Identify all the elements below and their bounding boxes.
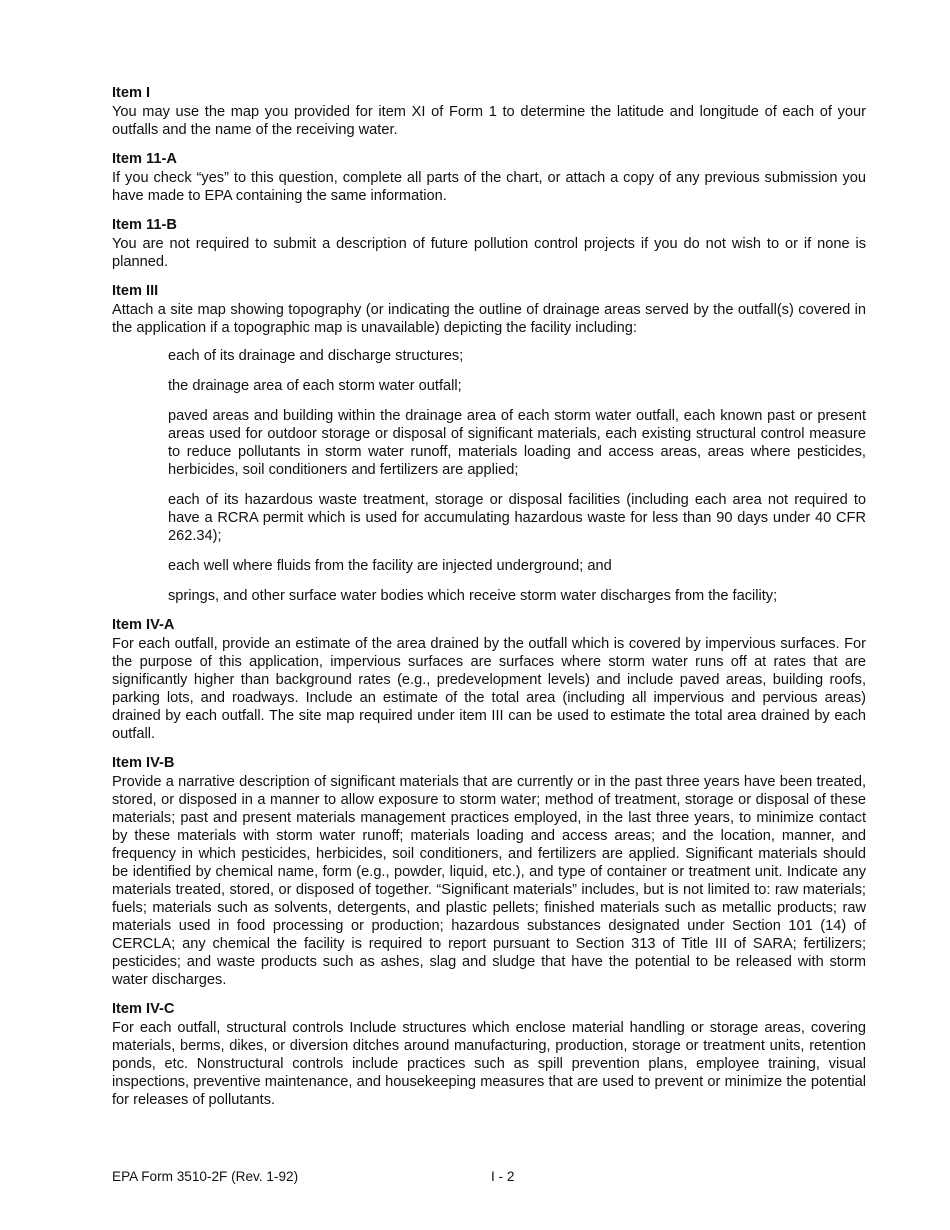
list-item: each of its drainage and discharge structures; (168, 348, 464, 364)
section-item-11-a (112, 150, 866, 205)
section-paragraph: If you check “yes” to this question, complete all parts of the chart, or attach a copy of any previous submission you have made to EPA containing the same information. (112, 170, 866, 204)
section-paragraph: For each outfall, structural controls Include structures which enclose material handling or storage areas, covering materials, berms, dikes, or diversion ditches around manufacturing, production, storage or treatment units, retention ponds, etc. Nonstructural controls include practices such as spill prevention plans, employee training, visual inspections, preventive maintenance, and housekeeping measures that are used to prevent or minimize the potential for releases of pollutants. (112, 1020, 866, 1108)
site-map-requirements-list (168, 347, 866, 605)
page-number: I - 2 (491, 1169, 515, 1184)
section-paragraph: Attach a site map showing topography (or indicating the outline of drainage areas served by the outfall(s) covered in the application if a topographic map is unavailable) depicting the facility including: (112, 302, 866, 336)
section-heading: Item III (112, 283, 159, 299)
form-number: EPA Form 3510-2F (Rev. 1-92) (112, 1169, 299, 1184)
section-heading: Item 11-A (112, 151, 177, 167)
instructions-body (112, 84, 866, 1120)
section-paragraph: Provide a narrative description of significant materials that are currently or in the past three years have been treated, stored, or disposed in a manner to allow exposure to storm water; method of treatment, storage or disposal of these materials; past and present materials management practices employed, in the last three years, to minimize contact by these materials with storm water runoff; materials loading and access areas; and the location, manner, and frequency in which pesticides, herbicides, soil conditioners, and fertilizers are applied. Significant materials should be identified by chemical name, form (e.g., powder, liquid, etc.), and type of container or treatment unit. Indicate any materials treated, stored, or disposed of together. “Significant materials” includes, but is not limited to: raw materials; fuels; materials such as solvents, detergents, and plastic pellets; finished materials such as metallic products; raw materials used in food processing or production; hazardous substances designated under Section 101 (14) of CERCLA; any chemical the facility is required to report pursuant to Section 313 of Title III of SARA; fertilizers; pesticides; and waste products such as ashes, slag and sludge that have the potential to be released with storm water discharges. (112, 774, 866, 988)
section-item-iv-b (112, 754, 866, 989)
list-item: paved areas and building within the drainage area of each storm water outfall, each known past or present areas used for outdoor storage or disposal of significant materials, each existing structural control measure to reduce pollutants in storm water runoff, materials loading and access areas, areas where pesticides, herbicides, soil conditioners and fertilizers are applied; (168, 408, 866, 478)
list-item: the drainage area of each storm water outfall; (168, 378, 462, 394)
section-paragraph: You may use the map you provided for item XI of Form 1 to determine the latitude and longitude of each of your outfalls and the name of the receiving water. (112, 104, 866, 138)
section-heading: Item I (112, 85, 151, 101)
list-item: each well where fluids from the facility are injected underground; and (168, 558, 612, 574)
list-item: springs, and other surface water bodies which receive storm water discharges from the facility; (168, 588, 778, 604)
section-item-iii (112, 282, 866, 605)
section-item-11-b (112, 216, 866, 271)
section-paragraph: For each outfall, provide an estimate of the area drained by the outfall which is covered by impervious surfaces. For the purpose of this application, impervious surfaces are surfaces where storm water runs off at rates that are significantly higher than background rates (e.g., predevelopment levels) and include paved areas, building roofs, parking lots, and roadways. Include an estimate of the total area (including all impervious and pervious areas) drained by each outfall. The site map required under item III can be used to estimate the total area drained by each outfall. (112, 636, 866, 742)
section-heading: Item IV-A (112, 617, 175, 633)
section-item-i (112, 84, 866, 139)
list-item: each of its hazardous waste treatment, storage or disposal facilities (including each area not required to have a RCRA permit which is used for accumulating hazardous waste for less than 90 days under 40 CFR 262.34); (168, 492, 866, 544)
section-paragraph: You are not required to submit a description of future pollution control projects if you do not wish to or if none is planned. (112, 236, 866, 270)
section-heading: Item IV-C (112, 1001, 175, 1017)
section-heading: Item 11-B (112, 217, 177, 233)
section-item-iv-a (112, 616, 866, 743)
section-heading: Item IV-B (112, 755, 175, 771)
section-item-iv-c (112, 1000, 866, 1109)
